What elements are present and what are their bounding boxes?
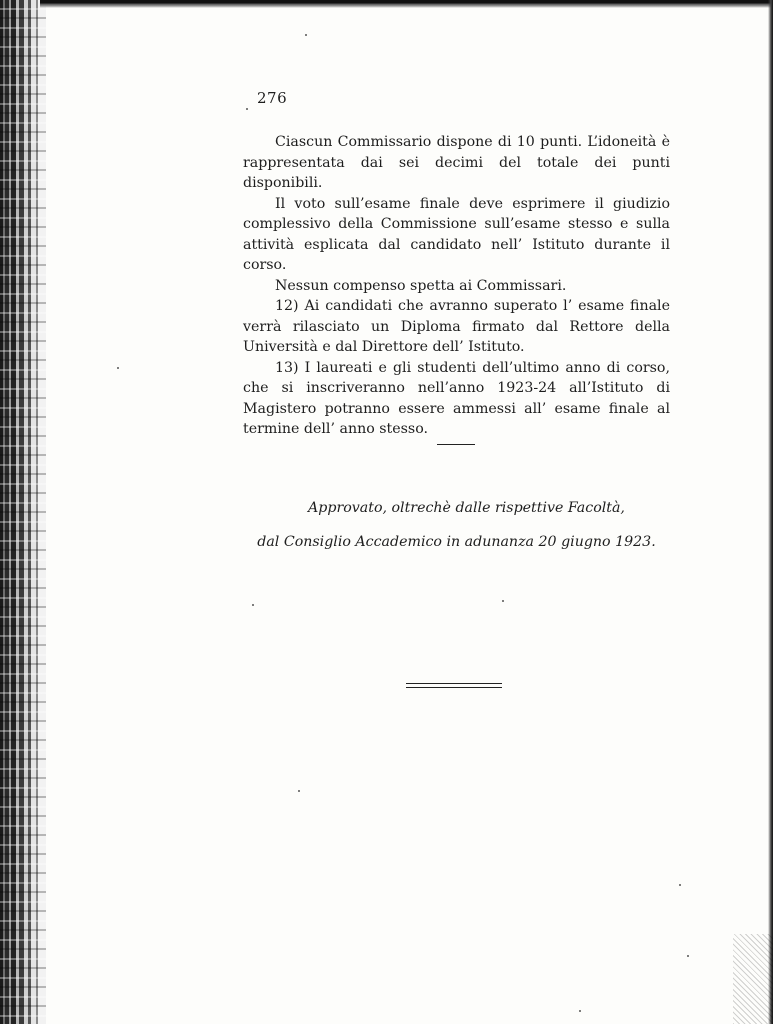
short-divider: [437, 444, 475, 445]
double-divider: [406, 683, 502, 688]
scan-speck: [687, 955, 689, 957]
scan-speck: [246, 108, 248, 110]
right-page-edge: [768, 0, 773, 1024]
spine-texture: [0, 0, 46, 1024]
scan-speck: [305, 34, 307, 36]
corner-scan-noise: [733, 934, 773, 1024]
scan-speck: [679, 884, 681, 886]
paragraph-final-vote: Il voto sull’esame finale deve esprimere il giudizio complessivo della Commissione sull’esame stesso e sulla attività esplicata dal candidato nell’ Istituto durante il corso.: [243, 195, 670, 273]
paragraph-points: Ciascun Commissario dispone di 10 punti. L’idoneità è rappresentata dai sei decimi del totale dei punti disponibili.: [243, 134, 670, 191]
scan-speck: [502, 600, 504, 602]
body-text: [243, 132, 670, 440]
approval-line-1: Approvato, oltrechè dalle rispettive Facoltà,: [308, 500, 625, 516]
page-number: 276: [257, 89, 288, 107]
paragraph-compensation: Nessun compenso spetta ai Commissari.: [275, 277, 567, 294]
scan-speck: [579, 1010, 581, 1012]
scan-speck: [117, 367, 119, 369]
top-page-edge: [40, 0, 773, 8]
paragraph-article-13: 13) I laureati e gli studenti dell’ultimo anno di corso, che si inscriveranno nell’anno 1923-24 all’Istituto di Magistero potranno essere ammessi all’ esame finale al termine dell’ anno stesso.: [243, 359, 670, 437]
scan-speck: [298, 790, 300, 792]
approval-line-2: dal Consiglio Accademico in adunanza 20 giugno 1923.: [257, 534, 656, 550]
scan-speck: [252, 604, 254, 606]
paragraph-article-12: 12) Ai candidati che avranno superato l’ esame finale verrà rilasciato un Diploma firmato dal Rettore della Università e dal Direttore dell’ Istituto.: [243, 298, 670, 355]
